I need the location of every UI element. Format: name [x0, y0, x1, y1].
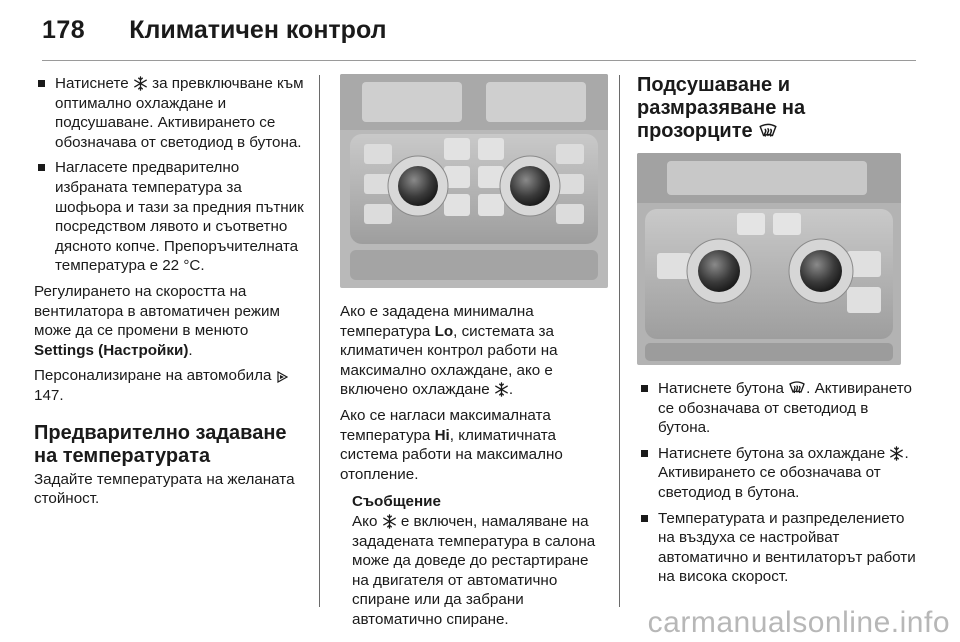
section-heading: Предварително задаване на температурата: [34, 421, 287, 467]
list-item: Нагласете предварително избраната температура за шофьора и тази за предния пътник посредством лявото и съответно дясното копче. Препоръчителната температура е 22 °C.: [34, 158, 306, 276]
list-item: Температурата и разпределението на въздуха се настройват автоматично и вентилаторът работи на висока скорост.: [637, 509, 917, 587]
windscreen-defrost-icon: [788, 380, 806, 396]
paragraph: Ако се нагласи максималната температура Hi, климатичната система работи на максимално отопление.: [340, 406, 563, 483]
site-watermark: carmanualsonline.info: [647, 606, 950, 639]
snowflake-icon: [133, 76, 148, 91]
snowflake-icon: [889, 446, 904, 461]
column-divider-1: [319, 75, 320, 607]
settings-menu-term: Settings (Настройки): [34, 341, 189, 359]
note-box: [340, 492, 608, 629]
list-item: Натиснете за превключване към оптимално охлаждане и подсушаване. Активирането се обозначава от светодиод в бутона.: [34, 74, 306, 152]
defrost-panel-photo: [637, 153, 901, 365]
note-title: Съобщение: [352, 493, 441, 511]
column-3: [637, 74, 917, 593]
hi-setting-term: Hi: [434, 426, 450, 444]
paragraph: Регулирането на скоростта на вентилатора в автоматичен режим може да се промени в менюто Settings (Настройки).: [34, 282, 280, 359]
windscreen-defrost-icon: [758, 122, 778, 140]
lo-setting-term: Lo: [434, 322, 454, 340]
snowflake-icon: [382, 514, 397, 529]
page-header: [42, 16, 386, 50]
note-text: Ако е включен, намаляване на зададената температура в салона може да доведе до рестартиране на двигателя от автоматично спиране или да забрани автоматично спиране.: [352, 512, 596, 628]
page-number: 178: [42, 16, 86, 44]
chapter-title: Климатичен контрол: [129, 16, 387, 44]
snowflake-icon: [494, 382, 509, 397]
paragraph: Задайте температурата на желаната стойност.: [34, 470, 295, 508]
list-item: Натиснете бутона за охлаждане . Активирането се обозначава от светодиод в бутона.: [637, 444, 917, 503]
list-item: Натиснете бутона . Активирането се обозначава от светодиод в бутона.: [637, 379, 917, 438]
section-heading: Подсушаване и размразяване на прозорците: [637, 74, 806, 142]
paragraph: Персонализиране на автомобила 147.: [34, 366, 306, 405]
page-reference-icon: [276, 371, 288, 383]
paragraph: Ако е зададена минимална температура Lo, системата за климатичен контрол работи на максимално охлаждане, ако е включено охлаждане .: [340, 303, 558, 399]
column-1: [34, 74, 306, 515]
page-reference-link[interactable]: 147: [34, 386, 60, 404]
column-divider-2: [619, 75, 620, 607]
column-2: [340, 74, 608, 630]
header-rule: [42, 60, 916, 61]
climate-control-panel-photo: [340, 74, 608, 288]
